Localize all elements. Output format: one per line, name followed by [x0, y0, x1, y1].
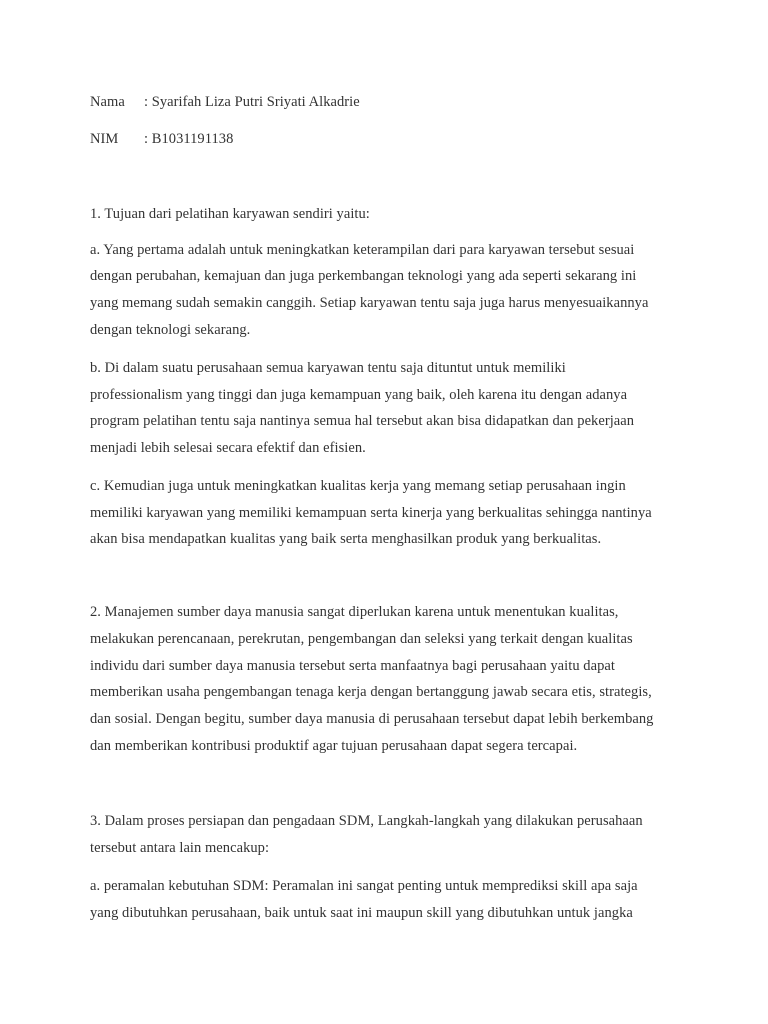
section-1-b-line: program pelatihan tentu saja nantinya semua hal tersebut akan bisa didapatkan dan pekerjaan	[90, 413, 635, 429]
nim-label: NIM	[90, 131, 119, 147]
section-3-heading-line: 3. Dalam proses persiapan dan pengadaan SDM, Langkah-langkah yang dilakukan perusahaan	[90, 813, 643, 829]
section-3-heading-line: tersebut antara lain mencakup:	[90, 840, 270, 856]
section-1-b-line: professionalism yang tinggi dan juga kemampuan yang baik, oleh karena itu dengan adanya	[90, 387, 628, 403]
section-3-a-line: yang dibutuhkan perusahaan, baik untuk saat ini maupun skill yang dibutuhkan untuk jangka	[90, 905, 633, 921]
section-1-a-line: yang memang sudah semakin canggih. Setiap karyawan tentu saja juga harus menyesuaikannya	[90, 295, 649, 311]
name-line	[90, 92, 360, 112]
name-label: Nama	[90, 94, 125, 110]
section-2-line: 2. Manajemen sumber daya manusia sangat diperlukan karena untuk menentukan kualitas,	[90, 604, 619, 620]
section-1-heading: 1. Tujuan dari pelatihan karyawan sendiri yaitu:	[90, 206, 370, 222]
section-1-a-line: dengan perubahan, kemajuan dan juga perkembangan teknologi yang ada seperti sekarang ini	[90, 268, 637, 284]
section-2-line: memberikan usaha pengembangan tenaga kerja dengan bertanggung jawab secara etis, strategis,	[90, 684, 652, 700]
section-2-line: individu dari sumber daya manusia tersebut serta manfaatnya bagi perusahaan yaitu dapat	[90, 658, 615, 674]
section-1-c-line: akan bisa mendapatkan kualitas yang baik serta menghasilkan produk yang berkualitas.	[90, 531, 602, 547]
section-2-line: melakukan perencanaan, perekrutan, pengembangan dan seleksi yang terkait dengan kualitas	[90, 631, 633, 647]
section-1-a-line: a. Yang pertama adalah untuk meningkatkan keterampilan dari para karyawan tersebut sesuai	[90, 242, 635, 258]
nim-value: : B1031191138	[144, 131, 234, 147]
section-3-a-line: a. peramalan kebutuhan SDM: Peramalan ini sangat penting untuk memprediksi skill apa saja	[90, 878, 638, 894]
nim-line	[90, 129, 233, 149]
name-value: : Syarifah Liza Putri Sriyati Alkadrie	[144, 94, 360, 110]
section-1-c-line: memiliki karyawan yang memiliki kemampuan serta kinerja yang berkualitas sehingga nantinya	[90, 505, 652, 521]
section-1-b-line: menjadi lebih selesai secara efektif dan efisien.	[90, 440, 366, 456]
section-2-line: dan memberikan kontribusi produktif agar tujuan perusahaan dapat segera tercapai.	[90, 738, 578, 754]
section-1-c-line: c. Kemudian juga untuk meningkatkan kualitas kerja yang memang setiap perusahaan ingin	[90, 478, 626, 494]
section-1-a-line: dengan teknologi sekarang.	[90, 322, 251, 338]
section-2-line: dan sosial. Dengan begitu, sumber daya manusia di perusahaan tersebut dapat lebih berkembang	[90, 711, 654, 727]
section-1-b-line: b. Di dalam suatu perusahaan semua karyawan tentu saja dituntut untuk memiliki	[90, 360, 566, 376]
